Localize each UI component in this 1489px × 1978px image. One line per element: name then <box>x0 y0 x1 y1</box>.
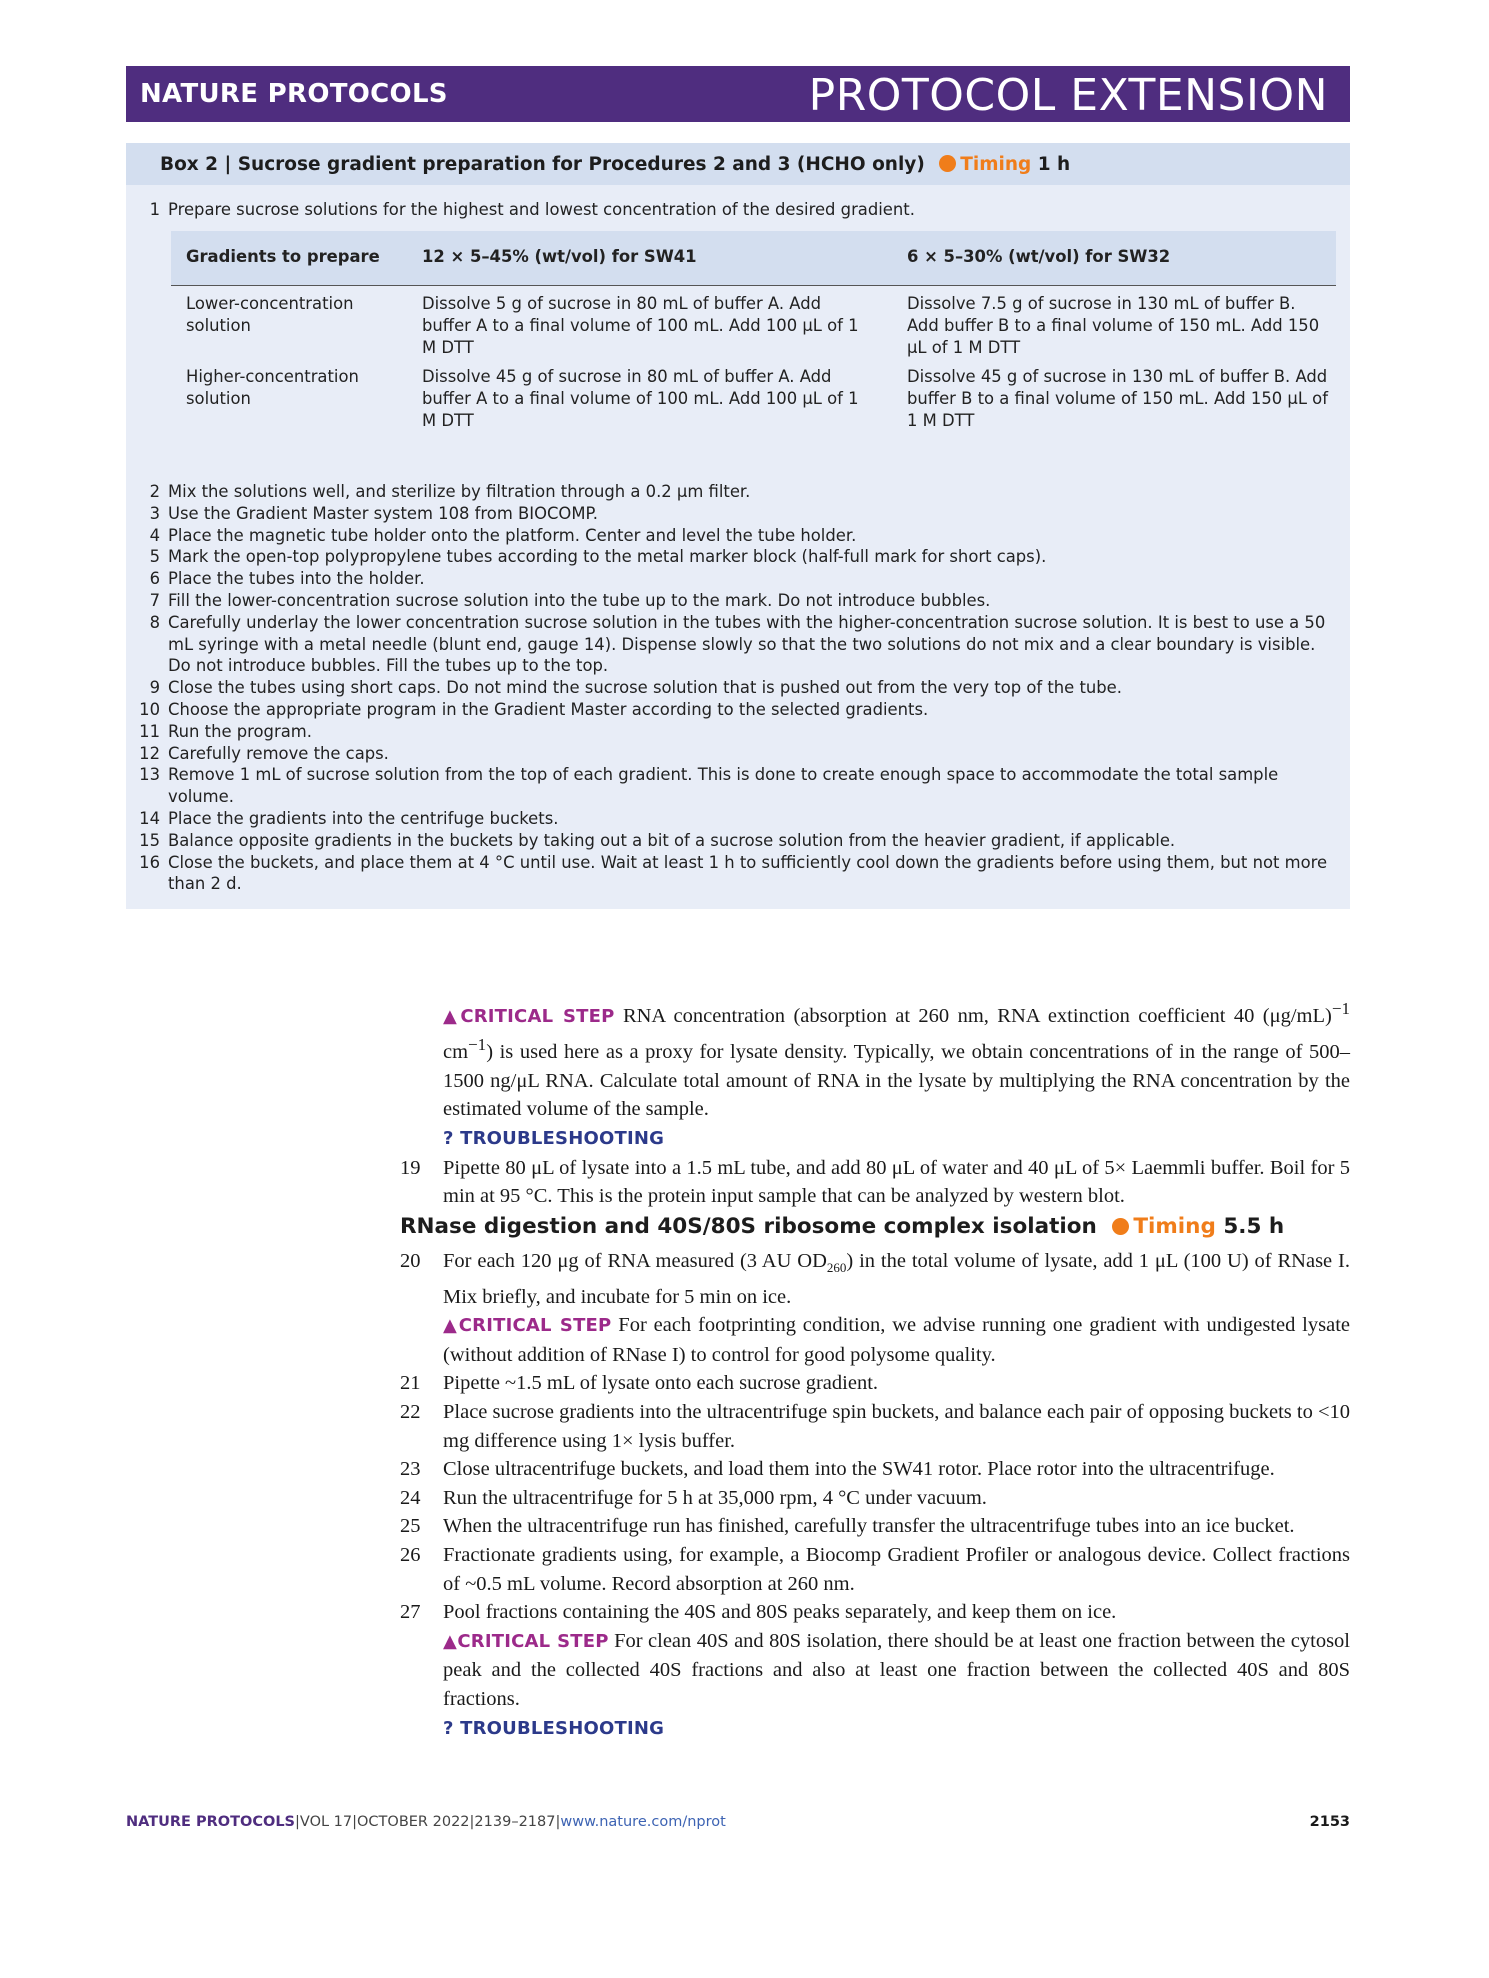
table-row <box>171 293 1336 366</box>
step-number: 6 <box>149 569 160 589</box>
superscript: −1 <box>468 1035 487 1055</box>
footer-separator: | <box>555 1814 561 1830</box>
footer-volume: VOL 17 <box>299 1814 353 1830</box>
gradient-table <box>171 231 1336 439</box>
step-number: 23 <box>400 1458 421 1481</box>
troubleshooting-label: ? TROUBLESHOOTING <box>443 1717 665 1739</box>
step-text: Place sucrose gradients into the ultracentrifuge spin buckets, and balance each pair of opposing buckets to <10 mg difference using 1× lysis buffer. <box>443 1401 1351 1452</box>
critical-step-note <box>400 1311 1350 1369</box>
box-title-bar <box>126 143 1350 185</box>
step-number: 7 <box>149 590 160 610</box>
table-cell: Dissolve 45 g of sucrose in 130 mL of buffer B. Add buffer B to a final volume of 150 mL. Add 150 μL of 1 M DTT <box>907 367 1328 430</box>
footer-url-link[interactable]: www.nature.com/nprot <box>560 1814 726 1830</box>
step-number: 10 <box>139 699 160 719</box>
main-text-steps <box>400 1247 1350 1743</box>
list-item <box>400 1484 1350 1513</box>
footer-pages: 2139–2187 <box>474 1814 556 1830</box>
step-text: Choose the appropriate program in the Gradient Master according to the selected gradients. <box>168 699 929 719</box>
step-text: Pipette 80 μL of lysate into a 1.5 mL tube, and add 80 μL of water and 40 μL of 5× Laemmli buffer. Boil for 5 min at 95 °C. This is the protein input sample that can be analyzed by western blot. <box>443 1156 1350 1208</box>
table-cell: Dissolve 45 g of sucrose in 80 mL of buffer A. Add buffer A to a final volume of 100 mL. Add 100 μL of 1 M DTT <box>422 367 859 430</box>
list-item <box>126 568 1350 590</box>
list-item <box>126 808 1350 830</box>
table-header-row <box>171 231 1336 286</box>
critical-text-a: RNA concentration (absorption at 260 nm, RNA extinction coefficient 40 (μg/mL) <box>622 1004 1332 1027</box>
step-number: 21 <box>400 1372 421 1395</box>
step-number: 27 <box>400 1601 421 1624</box>
step-number: 25 <box>400 1515 421 1538</box>
table-cell: Dissolve 5 g of sucrose in 80 mL of buffer A. Add buffer A to a final volume of 100 mL. Add 100 μL of 1 M DTT <box>422 294 859 357</box>
critical-text: For clean 40S and 80S isolation, there should be at least one fraction between the cytosol peak and the collected 40S fractions and also at least one fraction between the collected 40S and 80S fractions. <box>443 1629 1351 1710</box>
list-item <box>126 677 1350 699</box>
step-text: Close the buckets, and place them at 4 °C until use. Wait at least 1 h to sufficiently cool down the gradients before using them, but not more than 2 d. <box>168 852 1328 894</box>
troubleshooting-label: ? TROUBLESHOOTING <box>443 1128 665 1150</box>
list-item <box>126 481 1350 503</box>
list-item <box>126 721 1350 743</box>
step-number: 13 <box>139 765 160 785</box>
step-text: Mix the solutions well, and sterilize by filtration through a 0.2 μm filter. <box>168 482 751 501</box>
step-text: Remove 1 mL of sucrose solution from the top of each gradient. This is done to create enough space to accommodate the total sample volume. <box>168 765 1279 807</box>
step-number: 16 <box>139 852 160 872</box>
step-text: Prepare sucrose solutions for the highest and lowest concentration of the desired gradient. <box>168 200 915 219</box>
timing-label: Timing <box>1133 1214 1216 1239</box>
list-item <box>126 743 1350 765</box>
step-number: 4 <box>149 525 160 545</box>
step-20 <box>400 1247 1350 1311</box>
table-cell: Higher-concentration solution <box>186 367 359 408</box>
step-number: 3 <box>149 503 160 523</box>
list-item <box>126 699 1350 721</box>
section-heading <box>400 1214 1284 1239</box>
page-number: 2153 <box>1309 1814 1350 1830</box>
list-item <box>126 525 1350 547</box>
table-header-cell: 6 × 5–30% (wt/vol) for SW32 <box>907 247 1171 266</box>
step-text: When the ultracentrifuge run has finished, carefully transfer the ultracentrifuge tubes into an ice bucket. <box>443 1515 1295 1538</box>
critical-text-b: cm <box>443 1041 469 1064</box>
timing-value: 1 h <box>1037 154 1071 175</box>
step-number: 2 <box>149 482 160 501</box>
journal-name: NATURE PROTOCOLS <box>140 79 448 109</box>
list-item <box>126 503 1350 525</box>
critical-step-label: ▲CRITICAL STEP <box>443 1005 615 1027</box>
step-number: 22 <box>400 1401 421 1424</box>
step-text: Close ultracentrifuge buckets, and load them into the SW41 rotor. Place rotor into the ultracentrifuge. <box>443 1458 1275 1481</box>
main-text-top <box>400 995 1350 1211</box>
table-cell: Lower-concentration solution <box>186 294 354 335</box>
step-number: 9 <box>149 678 160 698</box>
step-text: Carefully underlay the lower concentration sucrose solution in the tubes with the higher-concentration sucrose solution. It is best to use a 50 mL syringe with a metal needle (blunt end, gauge 14). Dispense slowly so that the two solutions do not mix and a clear boundary is visible. Do not introduce bubbles. Fill the tubes up to the top. <box>168 612 1326 676</box>
list-item <box>400 1369 1350 1398</box>
footer-date: OCTOBER 2022 <box>357 1814 470 1830</box>
box-steps-list <box>126 481 1350 895</box>
step-number: 24 <box>400 1486 421 1509</box>
list-item <box>126 612 1350 677</box>
table-row <box>171 366 1336 439</box>
timing-label: Timing <box>960 154 1032 175</box>
critical-text: For each footprinting condition, we advise running one gradient with undigested lysate (without addition of RNase I) to control for good polysome quality. <box>443 1314 1351 1366</box>
step-number: 19 <box>400 1156 421 1179</box>
box-title: Box 2 | Sucrose gradient preparation for Procedures 2 and 3 (HCHO only) <box>160 154 925 175</box>
list-item <box>126 590 1350 612</box>
troubleshooting-link <box>400 1714 1350 1744</box>
troubleshooting-link <box>400 1124 1350 1154</box>
timing-clock-icon <box>939 155 956 172</box>
step-text: Run the program. <box>168 721 312 741</box>
critical-step-label: ▲CRITICAL STEP <box>443 1630 609 1652</box>
step-text: Carefully remove the caps. <box>168 743 389 763</box>
footer-journal: NATURE PROTOCOLS <box>126 1814 296 1830</box>
step-text: Place the tubes into the holder. <box>168 569 425 589</box>
step-text: Fractionate gradients using, for example, a Biocomp Gradient Profiler or analogous device. Collect fractions of ~0.5 mL volume. Record absorption at 260 nm. <box>443 1544 1350 1595</box>
timing-value: 5.5 h <box>1223 1214 1285 1239</box>
list-item <box>126 764 1350 808</box>
article-type: PROTOCOL EXTENSION <box>808 70 1328 121</box>
step-number: 12 <box>139 743 160 763</box>
step-text: Close the tubes using short caps. Do not mind the sucrose solution that is pushed out from the very top of the tube. <box>168 678 1122 698</box>
footer-separator: | <box>295 1814 300 1830</box>
list-item <box>126 852 1350 896</box>
journal-header <box>126 66 1350 122</box>
critical-step-note <box>400 995 1350 1124</box>
step-text: Mark the open-top polypropylene tubes according to the metal marker block (half-full mark for short caps). <box>168 547 1047 567</box>
timing-clock-icon <box>1112 1218 1129 1235</box>
critical-text-c: ) is used here as a proxy for lysate density. Typically, we obtain concentrations of in the range of 500–1500 ng/μL RNA. Calculate total amount of RNA in the lysate by multiplying the RNA concentration by the estimated volume of the sample. <box>443 1041 1350 1121</box>
step-number: 1 <box>149 200 160 219</box>
step-number: 5 <box>149 547 160 567</box>
footer-separator: | <box>469 1814 475 1830</box>
box-2 <box>126 143 1350 909</box>
list-item <box>400 1455 1350 1484</box>
step-number: 14 <box>139 808 160 828</box>
step-text: Fill the lower-concentration sucrose solution into the tube up to the mark. Do not introduce bubbles. <box>168 590 991 610</box>
critical-step-label: ▲CRITICAL STEP <box>443 1315 612 1337</box>
critical-step-note <box>400 1627 1350 1714</box>
step-text: Run the ultracentrifuge for 5 h at 35,000 rpm, 4 °C under vacuum. <box>443 1486 987 1509</box>
step-text: Pool fractions containing the 40S and 80S peaks separately, and keep them on ice. <box>443 1601 1117 1624</box>
step-text: Pipette ~1.5 mL of lysate onto each sucrose gradient. <box>443 1372 879 1395</box>
step-text: Use the Gradient Master system 108 from BIOCOMP. <box>168 503 598 523</box>
step-number: 11 <box>139 721 160 741</box>
list-item <box>400 1512 1350 1541</box>
step-text: Balance opposite gradients in the buckets by taking out a bit of a sucrose solution from the heavier gradient, if applicable. <box>168 830 1176 850</box>
list-item <box>400 1541 1350 1598</box>
step-19 <box>400 1154 1350 1211</box>
subscript: 260 <box>826 1260 847 1276</box>
step-text: Place the gradients into the centrifuge buckets. <box>168 808 559 828</box>
table-header-cell: 12 × 5–45% (wt/vol) for SW41 <box>422 247 697 266</box>
footer-separator: | <box>352 1814 358 1830</box>
superscript: −1 <box>1331 999 1351 1018</box>
step-text-b: ) in the total volume of lysate, add 1 μL (100 U) of RNase I. Mix briefly, and incubate for 5 min on ice. <box>443 1250 1350 1308</box>
table-header-cell: Gradients to prepare <box>186 247 380 266</box>
list-item <box>126 830 1350 852</box>
list-item <box>400 1598 1350 1627</box>
box-step-1 <box>126 199 1350 221</box>
step-text-a: For each 120 μg of RNA measured (3 AU OD <box>443 1250 827 1272</box>
table-cell: Dissolve 7.5 g of sucrose in 130 mL of buffer B. Add buffer B to a final volume of 150 mL. Add 150 μL of 1 M DTT <box>907 294 1320 357</box>
step-text: Place the magnetic tube holder onto the platform. Center and level the tube holder. <box>168 525 857 545</box>
step-number: 15 <box>139 830 160 850</box>
step-number: 20 <box>400 1250 421 1272</box>
step-number: 8 <box>149 612 160 632</box>
step-number: 26 <box>400 1544 421 1567</box>
list-item <box>126 546 1350 568</box>
list-item <box>400 1398 1350 1455</box>
section-title: RNase digestion and 40S/80S ribosome complex isolation <box>400 1214 1097 1239</box>
